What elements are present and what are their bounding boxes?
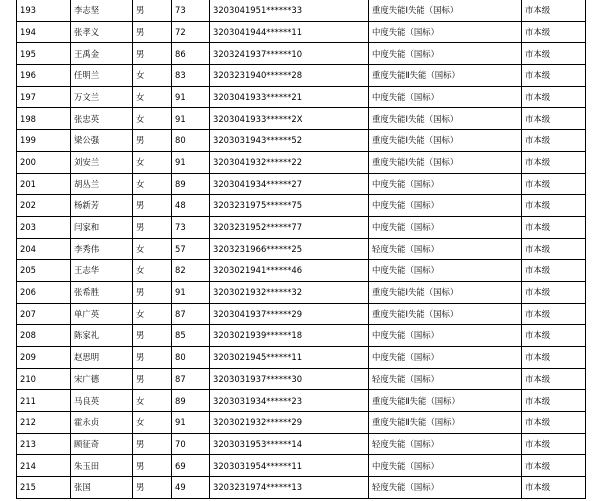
row-number-cell: 209 xyxy=(17,347,71,369)
row-number-cell: 194 xyxy=(17,21,71,43)
age-cell: 72 xyxy=(172,21,210,43)
jurisdiction-cell: 市本级 xyxy=(522,455,586,477)
age-cell: 57 xyxy=(172,238,210,260)
age-cell: 91 xyxy=(172,281,210,303)
age-cell: 80 xyxy=(172,347,210,369)
age-cell: 91 xyxy=(172,151,210,173)
id-number-cell: 3203021932******29 xyxy=(210,412,369,434)
gender-cell: 男 xyxy=(133,433,172,455)
gender-cell: 女 xyxy=(133,260,172,282)
gender-cell: 男 xyxy=(133,347,172,369)
gender-cell: 男 xyxy=(133,281,172,303)
row-number-cell: 200 xyxy=(17,151,71,173)
jurisdiction-cell: 市本级 xyxy=(522,347,586,369)
table-row xyxy=(17,412,586,434)
id-number-cell: 3203021945******11 xyxy=(210,347,369,369)
disability-level-cell: 中度失能（国标） xyxy=(369,173,522,195)
table-row xyxy=(17,260,586,282)
age-cell: 82 xyxy=(172,260,210,282)
name-cell: 朱玉田 xyxy=(71,455,133,477)
age-cell: 83 xyxy=(172,65,210,87)
name-cell: 王志华 xyxy=(71,260,133,282)
table-row xyxy=(17,65,586,87)
age-cell: 91 xyxy=(172,108,210,130)
table-row xyxy=(17,390,586,412)
age-cell: 85 xyxy=(172,325,210,347)
age-cell: 86 xyxy=(172,43,210,65)
id-number-cell: 3203031937******30 xyxy=(210,368,369,390)
table-row xyxy=(17,325,586,347)
gender-cell: 女 xyxy=(133,86,172,108)
id-number-cell: 3203041937******29 xyxy=(210,303,369,325)
jurisdiction-cell: 市本级 xyxy=(522,108,586,130)
name-cell: 赵思明 xyxy=(71,347,133,369)
name-cell: 闫家和 xyxy=(71,216,133,238)
name-cell: 张希胜 xyxy=(71,281,133,303)
age-cell: 48 xyxy=(172,195,210,217)
id-number-cell: 3203021939******18 xyxy=(210,325,369,347)
disability-level-cell: 重度失能Ⅰ失能（国标） xyxy=(369,303,522,325)
disability-level-cell: 中度失能（国标） xyxy=(369,195,522,217)
row-number-cell: 196 xyxy=(17,65,71,87)
name-cell: 李秀伟 xyxy=(71,238,133,260)
name-cell: 王禹金 xyxy=(71,43,133,65)
gender-cell: 男 xyxy=(133,0,172,21)
name-cell: 霍永贞 xyxy=(71,412,133,434)
row-number-cell: 215 xyxy=(17,477,71,499)
name-cell: 刘安兰 xyxy=(71,151,133,173)
table-row xyxy=(17,238,586,260)
name-cell: 张忠英 xyxy=(71,108,133,130)
table-row xyxy=(17,455,586,477)
jurisdiction-cell: 市本级 xyxy=(522,130,586,152)
disability-level-cell: 重度失能Ⅰ失能（国标） xyxy=(369,281,522,303)
disability-level-cell: 中度失能（国标） xyxy=(369,455,522,477)
gender-cell: 女 xyxy=(133,412,172,434)
row-number-cell: 197 xyxy=(17,86,71,108)
disability-level-cell: 中度失能（国标） xyxy=(369,216,522,238)
id-number-cell: 3203041934******27 xyxy=(210,173,369,195)
row-number-cell: 199 xyxy=(17,130,71,152)
name-cell: 张国 xyxy=(71,477,133,499)
table-row xyxy=(17,86,586,108)
disability-level-cell: 重度失能Ⅱ失能（国标） xyxy=(369,412,522,434)
disability-level-cell: 轻度失能（国标） xyxy=(369,238,522,260)
gender-cell: 女 xyxy=(133,108,172,130)
disability-level-cell: 重度失能Ⅰ失能（国标） xyxy=(369,0,522,21)
table-row xyxy=(17,216,586,238)
row-number-cell: 193 xyxy=(17,0,71,21)
disability-level-cell: 中度失能（国标） xyxy=(369,43,522,65)
gender-cell: 女 xyxy=(133,390,172,412)
name-cell: 张孝义 xyxy=(71,21,133,43)
name-cell: 宋广德 xyxy=(71,368,133,390)
table-row xyxy=(17,303,586,325)
disability-level-cell: 轻度失能（国标） xyxy=(369,368,522,390)
gender-cell: 女 xyxy=(133,238,172,260)
row-number-cell: 206 xyxy=(17,281,71,303)
gender-cell: 男 xyxy=(133,216,172,238)
disability-level-cell: 中度失能（国标） xyxy=(369,21,522,43)
id-number-cell: 3203231974******13 xyxy=(210,477,369,499)
age-cell: 69 xyxy=(172,455,210,477)
disability-level-cell: 中度失能（国标） xyxy=(369,86,522,108)
gender-cell: 男 xyxy=(133,477,172,499)
row-number-cell: 212 xyxy=(17,412,71,434)
jurisdiction-cell: 市本级 xyxy=(522,86,586,108)
row-number-cell: 211 xyxy=(17,390,71,412)
records-table xyxy=(16,0,586,499)
row-number-cell: 210 xyxy=(17,368,71,390)
table-row xyxy=(17,0,586,21)
id-number-cell: 3203231975******75 xyxy=(210,195,369,217)
disability-level-cell: 重度失能Ⅱ失能（国标） xyxy=(369,65,522,87)
id-number-cell: 3203041933******2X xyxy=(210,108,369,130)
id-number-cell: 3203231940******28 xyxy=(210,65,369,87)
id-number-cell: 3203031953******14 xyxy=(210,433,369,455)
id-number-cell: 3203241937******10 xyxy=(210,43,369,65)
table-row xyxy=(17,21,586,43)
age-cell: 80 xyxy=(172,130,210,152)
disability-level-cell: 重度失能Ⅱ失能（国标） xyxy=(369,390,522,412)
name-cell: 陈家礼 xyxy=(71,325,133,347)
gender-cell: 男 xyxy=(133,21,172,43)
age-cell: 73 xyxy=(172,216,210,238)
id-number-cell: 3203031954******11 xyxy=(210,455,369,477)
row-number-cell: 208 xyxy=(17,325,71,347)
id-number-cell: 3203031934******23 xyxy=(210,390,369,412)
row-number-cell: 203 xyxy=(17,216,71,238)
jurisdiction-cell: 市本级 xyxy=(522,195,586,217)
jurisdiction-cell: 市本级 xyxy=(522,368,586,390)
id-number-cell: 3203231952******77 xyxy=(210,216,369,238)
jurisdiction-cell: 市本级 xyxy=(522,303,586,325)
name-cell: 万文兰 xyxy=(71,86,133,108)
table-row xyxy=(17,173,586,195)
jurisdiction-cell: 市本级 xyxy=(522,477,586,499)
table-row xyxy=(17,108,586,130)
row-number-cell: 207 xyxy=(17,303,71,325)
table-row xyxy=(17,130,586,152)
name-cell: 顾征奇 xyxy=(71,433,133,455)
disability-level-cell: 轻度失能（国标） xyxy=(369,433,522,455)
age-cell: 70 xyxy=(172,433,210,455)
table-row xyxy=(17,281,586,303)
disability-level-cell: 轻度失能（国标） xyxy=(369,477,522,499)
jurisdiction-cell: 市本级 xyxy=(522,21,586,43)
name-cell: 李志坚 xyxy=(71,0,133,21)
jurisdiction-cell: 市本级 xyxy=(522,390,586,412)
row-number-cell: 201 xyxy=(17,173,71,195)
jurisdiction-cell: 市本级 xyxy=(522,216,586,238)
row-number-cell: 195 xyxy=(17,43,71,65)
age-cell: 73 xyxy=(172,0,210,21)
id-number-cell: 3203021932******32 xyxy=(210,281,369,303)
jurisdiction-cell: 市本级 xyxy=(522,173,586,195)
disability-level-cell: 重度失能Ⅰ失能（国标） xyxy=(369,108,522,130)
id-number-cell: 3203041933******21 xyxy=(210,86,369,108)
gender-cell: 男 xyxy=(133,368,172,390)
name-cell: 单广英 xyxy=(71,303,133,325)
age-cell: 89 xyxy=(172,390,210,412)
table-row xyxy=(17,43,586,65)
jurisdiction-cell: 市本级 xyxy=(522,412,586,434)
table-row xyxy=(17,195,586,217)
disability-level-cell: 中度失能（国标） xyxy=(369,325,522,347)
gender-cell: 女 xyxy=(133,173,172,195)
gender-cell: 男 xyxy=(133,325,172,347)
jurisdiction-cell: 市本级 xyxy=(522,260,586,282)
name-cell: 梁公强 xyxy=(71,130,133,152)
gender-cell: 男 xyxy=(133,43,172,65)
row-number-cell: 213 xyxy=(17,433,71,455)
age-cell: 89 xyxy=(172,173,210,195)
id-number-cell: 3203041932******22 xyxy=(210,151,369,173)
disability-level-cell: 中度失能（国标） xyxy=(369,260,522,282)
row-number-cell: 198 xyxy=(17,108,71,130)
age-cell: 91 xyxy=(172,412,210,434)
jurisdiction-cell: 市本级 xyxy=(522,281,586,303)
disability-level-cell: 重度失能Ⅰ失能（国标） xyxy=(369,130,522,152)
jurisdiction-cell: 市本级 xyxy=(522,43,586,65)
gender-cell: 男 xyxy=(133,455,172,477)
name-cell: 杨新芳 xyxy=(71,195,133,217)
jurisdiction-cell: 市本级 xyxy=(522,238,586,260)
age-cell: 49 xyxy=(172,477,210,499)
table-row xyxy=(17,477,586,499)
gender-cell: 男 xyxy=(133,130,172,152)
row-number-cell: 205 xyxy=(17,260,71,282)
jurisdiction-cell: 市本级 xyxy=(522,151,586,173)
disability-level-cell: 中度失能（国标） xyxy=(369,347,522,369)
disability-level-cell: 重度失能Ⅰ失能（国标） xyxy=(369,151,522,173)
age-cell: 87 xyxy=(172,368,210,390)
table-row xyxy=(17,347,586,369)
name-cell: 胡丛兰 xyxy=(71,173,133,195)
jurisdiction-cell: 市本级 xyxy=(522,65,586,87)
gender-cell: 女 xyxy=(133,151,172,173)
gender-cell: 男 xyxy=(133,195,172,217)
id-number-cell: 3203031943******52 xyxy=(210,130,369,152)
age-cell: 87 xyxy=(172,303,210,325)
id-number-cell: 3203041944******11 xyxy=(210,21,369,43)
table-row xyxy=(17,433,586,455)
records-table-body xyxy=(17,0,586,498)
gender-cell: 女 xyxy=(133,303,172,325)
name-cell: 任明兰 xyxy=(71,65,133,87)
age-cell: 91 xyxy=(172,86,210,108)
row-number-cell: 214 xyxy=(17,455,71,477)
gender-cell: 女 xyxy=(133,65,172,87)
jurisdiction-cell: 市本级 xyxy=(522,325,586,347)
table-row xyxy=(17,151,586,173)
id-number-cell: 3203021941******46 xyxy=(210,260,369,282)
id-number-cell: 3203041951******33 xyxy=(210,0,369,21)
name-cell: 马良英 xyxy=(71,390,133,412)
table-row xyxy=(17,368,586,390)
row-number-cell: 202 xyxy=(17,195,71,217)
id-number-cell: 3203231966******25 xyxy=(210,238,369,260)
jurisdiction-cell: 市本级 xyxy=(522,433,586,455)
row-number-cell: 204 xyxy=(17,238,71,260)
jurisdiction-cell: 市本级 xyxy=(522,0,586,21)
